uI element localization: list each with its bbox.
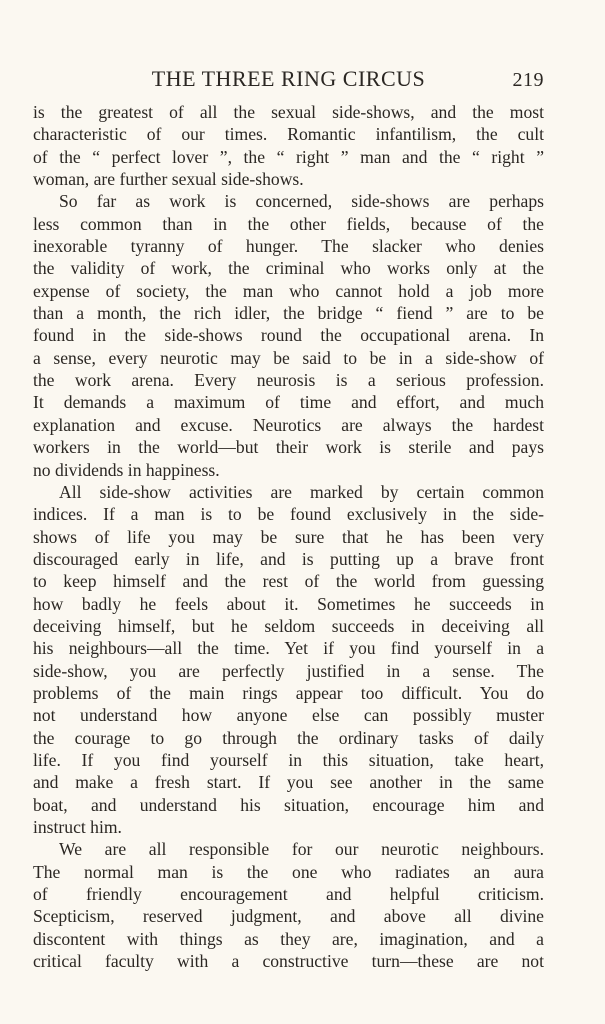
- text-line: found in the side-shows round the occupational arena. In: [33, 325, 544, 346]
- text-line: workers in the world—but their work is sterile and pays: [33, 437, 544, 458]
- text-line: It demands a maximum of time and effort, and much: [33, 392, 544, 413]
- text-line: less common than in the other fields, because of the: [33, 213, 544, 234]
- text-line: the validity of work, the criminal who works only at the: [33, 258, 544, 279]
- text-line: discontent with things as they are, imagination, and a: [33, 928, 544, 949]
- text-line: problems of the main rings appear too difficult. You do: [33, 682, 544, 703]
- text-line: The normal man is the one who radiates an aura: [33, 861, 544, 882]
- text-line: the work arena. Every neurosis is a serious profession.: [33, 370, 544, 391]
- text-line: of the “ perfect lover ”, the “ right ” man and the “ right ”: [33, 146, 544, 167]
- text-line: no dividends in happiness.: [33, 459, 220, 480]
- text-line: critical faculty with a constructive turn—these are not: [33, 951, 544, 972]
- running-head: [33, 64, 544, 94]
- text-line: not understand how anyone else can possibly muster: [33, 705, 544, 726]
- text-line: is the greatest of all the sexual side-shows, and the most: [33, 102, 544, 122]
- text-line: the courage to go through the ordinary tasks of daily: [33, 727, 544, 748]
- text-line: indices. If a man is to be found exclusively in the side-: [33, 504, 544, 525]
- text-line: and make a fresh start. If you see another in the same: [33, 772, 544, 793]
- text-line: instruct him.: [33, 817, 122, 837]
- paragraph: [33, 481, 544, 839]
- text-line: Scepticism, reserved judgment, and above all divine: [33, 906, 544, 927]
- text-line: inexorable tyranny of hunger. The slacker who denies: [33, 236, 544, 257]
- text-line: how badly he feels about it. Sometimes he succeeds in: [33, 593, 544, 614]
- text-line: We are all responsible for our neurotic neighbours.: [59, 839, 544, 860]
- text-line: expense of society, the man who cannot hold a job more: [33, 280, 544, 301]
- text-line: life. If you find yourself in this situation, take heart,: [33, 749, 544, 770]
- text-line: So far as work is concerned, side-shows are perhaps: [59, 191, 544, 212]
- body-text: [33, 101, 544, 972]
- text-line: explanation and excuse. Neurotics are always the hardest: [33, 414, 544, 435]
- text-line: boat, and understand his situation, encourage him and: [33, 794, 544, 815]
- paragraph: [33, 190, 544, 480]
- text-line: of friendly encouragement and helpful criticism.: [33, 884, 544, 905]
- text-line: deceiving himself, but he seldom succeeds in deceiving all: [33, 615, 544, 636]
- text-line: to keep himself and the rest of the world from guessing: [33, 571, 544, 592]
- page-number: 219: [512, 69, 544, 91]
- text-line: his neighbours—all the time. Yet if you find yourself in a: [33, 638, 544, 659]
- text-line: All side-show activities are marked by certain common: [59, 481, 544, 502]
- text-line: characteristic of our times. Romantic infantilism, the cult: [33, 124, 544, 145]
- text-line: woman, are further sexual side-shows.: [33, 169, 304, 190]
- paragraph: [33, 101, 544, 190]
- running-title: THE THREE RING CIRCUS: [151, 66, 426, 91]
- paragraph: [33, 838, 544, 972]
- text-line: shows of life you may be sure that he has been very: [33, 526, 544, 547]
- text-line: side-show, you are perfectly justified in a sense. The: [33, 660, 544, 681]
- text-line: a sense, every neurotic may be said to be in a side-show of: [33, 347, 544, 368]
- text-line: discouraged early in life, and is putting up a brave front: [33, 548, 544, 569]
- text-line: than a month, the rich idler, the bridge “ fiend ” are to be: [33, 303, 544, 324]
